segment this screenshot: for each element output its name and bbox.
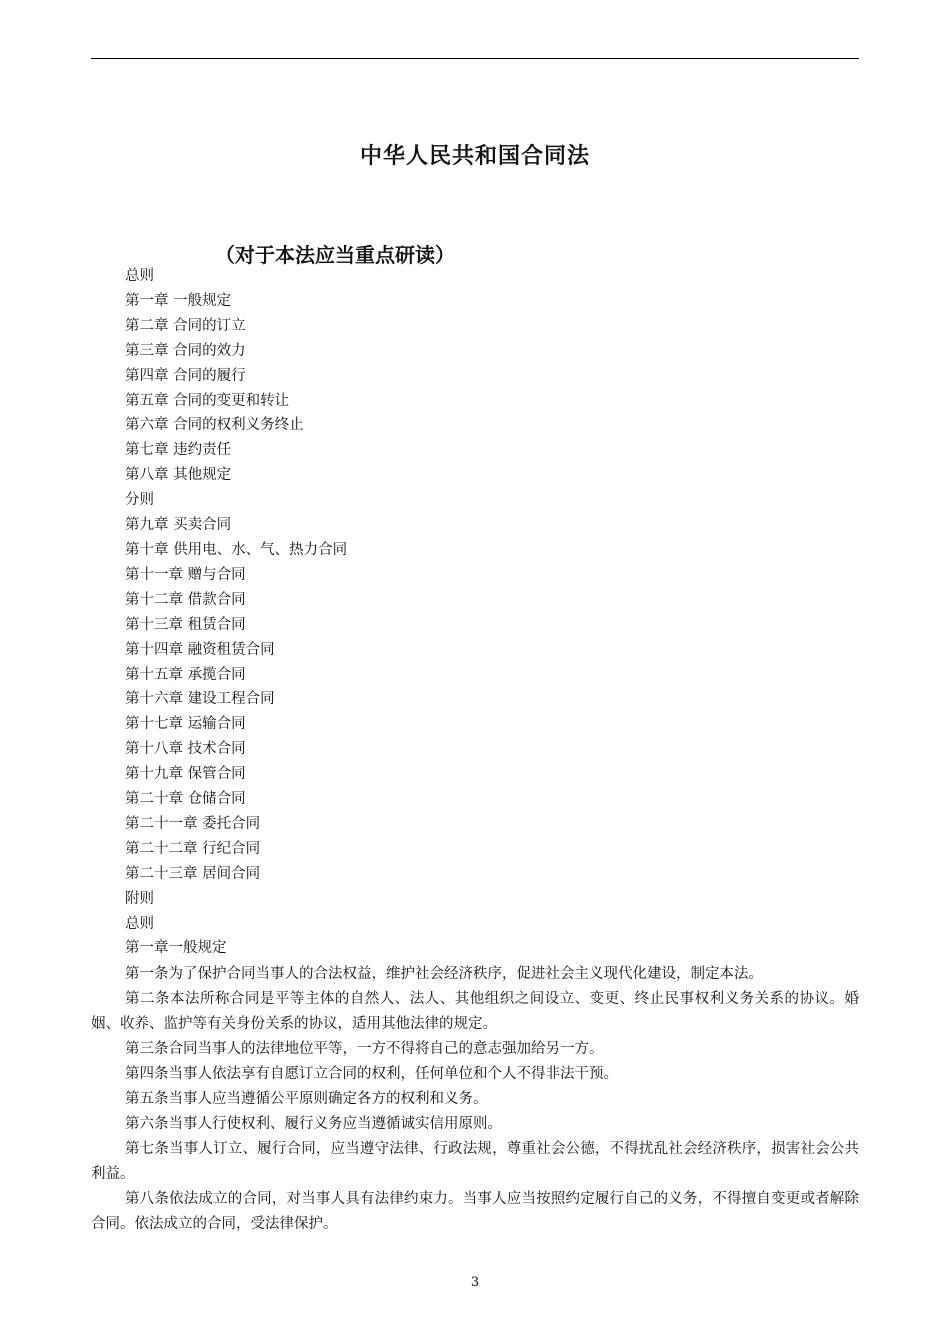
- toc-item: 第十六章 建设工程合同: [125, 691, 275, 708]
- article-paragraph: 第一条为了保护合同当事人的合法权益，维护社会经济秩序，促进社会主义现代化建设，制定本法。: [125, 966, 763, 982]
- header-rule: [91, 58, 859, 59]
- toc-item: 第十八章 技术合同: [125, 741, 246, 758]
- toc-item: 第二章 合同的订立: [125, 317, 246, 334]
- toc-item: 第七章 违约责任: [125, 442, 232, 459]
- toc-item: 第三章 合同的效力: [125, 342, 246, 359]
- article-paragraph: 第二条本法所称合同是平等主体的自然人、法人、其他组织之间设立、变更、终止民事权利义务关系的协议。婚姻、收养、监护等有关身份关系的协议，适用其他法律的规定。: [91, 991, 859, 1032]
- toc-item: 第四章 合同的履行: [125, 367, 246, 384]
- toc-item: 第十五章 承揽合同: [125, 666, 246, 683]
- toc-item: 第二十二章 行纪合同: [125, 840, 261, 857]
- toc-item: 第十二章 借款合同: [125, 591, 246, 608]
- toc-item: 第八章 其他规定: [125, 467, 232, 484]
- document-subtitle: （对于本法应当重点研读）: [215, 243, 455, 267]
- article-paragraph: 第五条当事人应当遵循公平原则确定各方的权利和义务。: [125, 1091, 488, 1107]
- toc-item: 第五章 合同的变更和转让: [125, 392, 290, 409]
- toc-item: 第一章 一般规定: [125, 292, 232, 309]
- document-title: 中华人民共和国合同法: [359, 144, 590, 169]
- article-paragraph: 第八条依法成立的合同，对当事人具有法律约束力。当事人应当按照约定履行自己的义务，不得擅自变更或者解除合同。依法成立的合同，受法律保护。: [91, 1191, 859, 1232]
- toc-item: 分则: [125, 492, 154, 509]
- table-of-contents: [125, 264, 347, 961]
- toc-item: 第二十章 仓储合同: [125, 791, 246, 808]
- toc-item: 第十九章 保管合同: [125, 766, 246, 783]
- article-paragraph: 第六条当事人行使权利、履行义务应当遵循诚实信用原则。: [125, 1116, 502, 1132]
- toc-item: 第十一章 赠与合同: [125, 566, 246, 583]
- toc-item: 第十四章 融资租赁合同: [125, 641, 275, 658]
- toc-item: 第十章 供用电、水、气、热力合同: [125, 541, 348, 558]
- toc-item: 第二十一章 委托合同: [125, 815, 261, 832]
- toc-item: 附则: [125, 890, 154, 907]
- toc-item: 第十七章 运输合同: [125, 716, 246, 733]
- page-number: 3: [470, 1275, 480, 1290]
- toc-item: 第一章一般规定: [125, 940, 227, 957]
- toc-item: 第二十三章 居间合同: [125, 865, 261, 882]
- article-paragraph: 第七条当事人订立、履行合同，应当遵守法律、行政法规，尊重社会公德，不得扰乱社会经济秩序，损害社会公共利益。: [91, 1141, 859, 1182]
- toc-item: 第十三章 租赁合同: [125, 616, 246, 633]
- articles-body: [91, 962, 859, 1237]
- toc-item: 总则: [125, 268, 154, 284]
- toc-item: 总则: [125, 915, 154, 932]
- article-paragraph: 第三条合同当事人的法律地位平等，一方不得将自己的意志强加给另一方。: [125, 1041, 604, 1057]
- toc-item: 第九章 买卖合同: [125, 517, 232, 534]
- toc-item: 第六章 合同的权利义务终止: [125, 417, 304, 434]
- article-paragraph: 第四条当事人依法享有自愿订立合同的权利，任何单位和个人不得非法干预。: [125, 1066, 618, 1082]
